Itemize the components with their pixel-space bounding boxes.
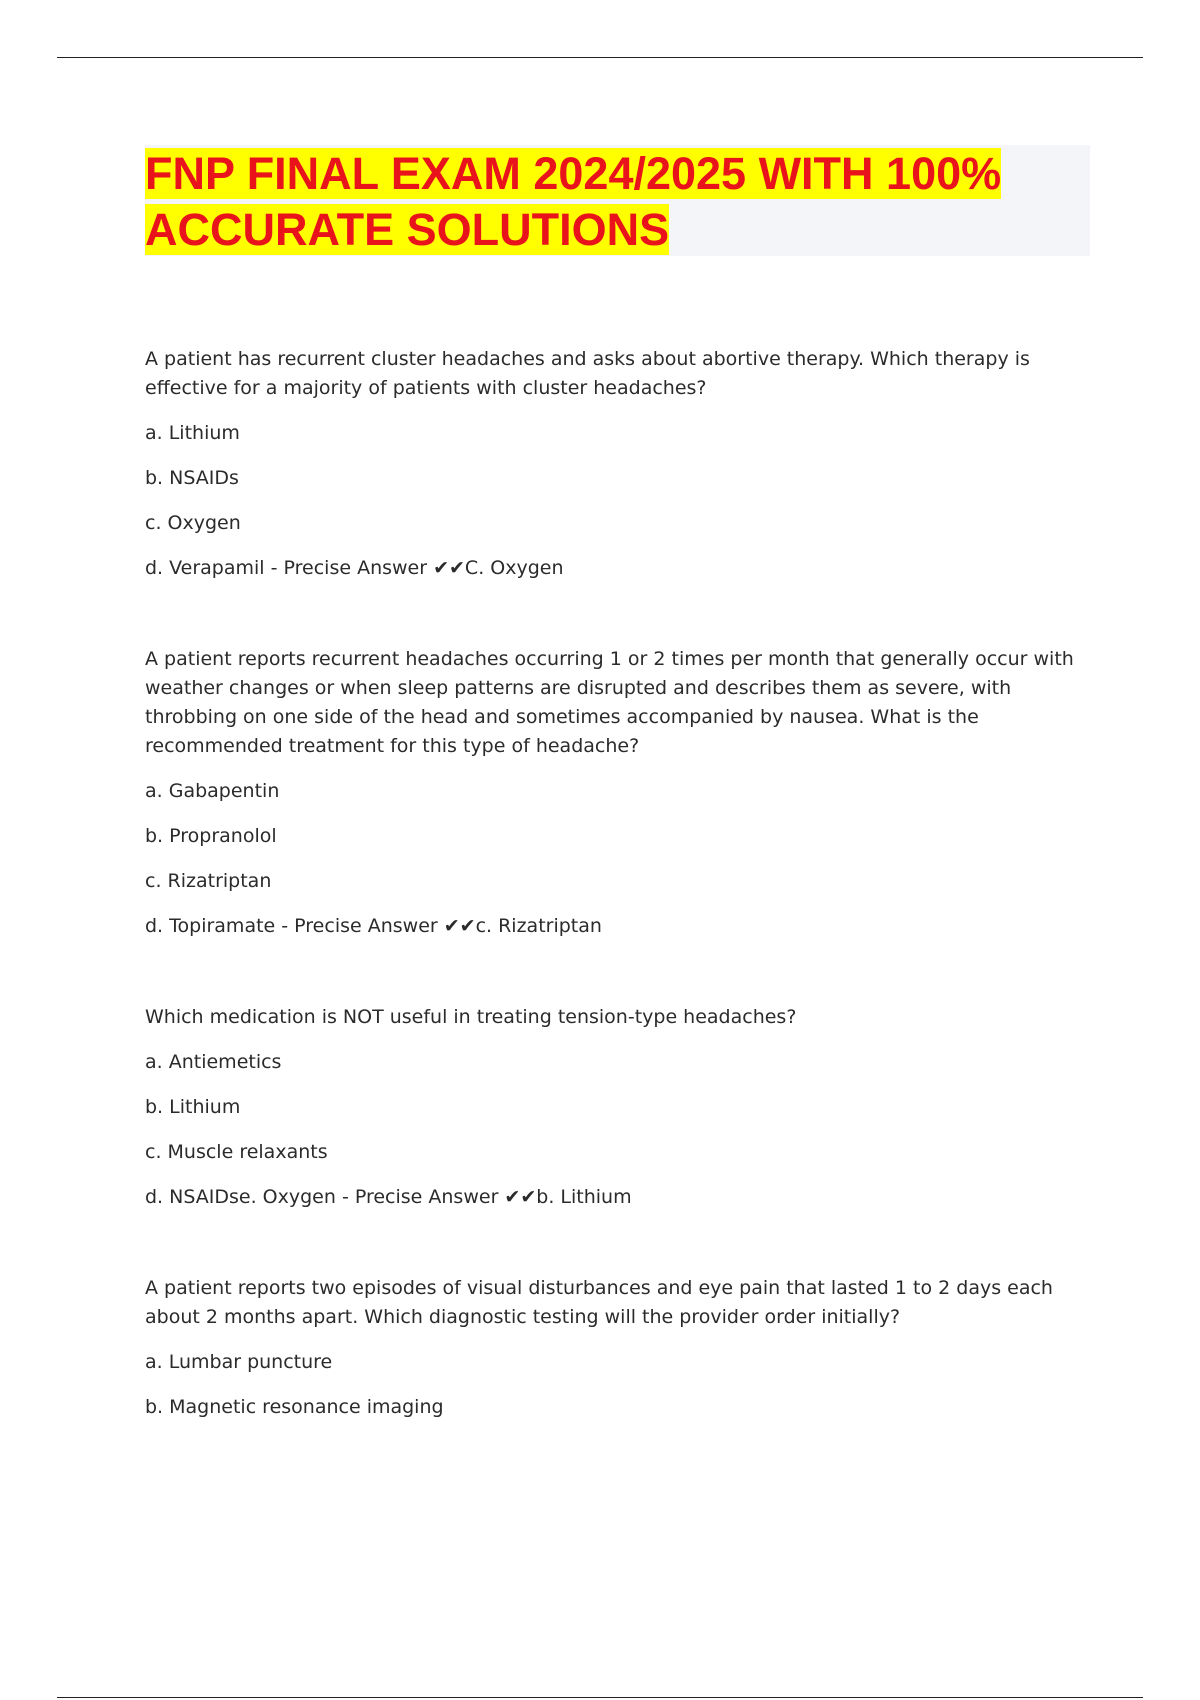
answer-option: b. Magnetic resonance imaging: [145, 1396, 444, 1418]
question-text: A patient has recurrent cluster headaches and asks about abortive therapy. Which therapy is effective for a majority of patients with cluster headaches?: [145, 348, 1030, 399]
question-block: [145, 645, 1090, 941]
answer-option: b. Lithium: [145, 1096, 241, 1118]
question-block: [145, 1003, 1090, 1212]
question-list: [145, 345, 1090, 1482]
answer-option: b. Propranolol: [145, 825, 277, 847]
footer-rule: [57, 1697, 1143, 1698]
question-text: A patient reports recurrent headaches occurring 1 or 2 times per month that generally occur with weather changes or when sleep patterns are disrupted and describes them as severe, with throbbing on one side of the head and sometimes accompanied by nausea. What is the recommended treatment for this type of headache?: [145, 648, 1074, 757]
answer-option: d. Topiramate - Precise Answer ✔✔c. Rizatriptan: [145, 915, 602, 937]
document-title: [145, 146, 1090, 258]
answer-option: c. Muscle relaxants: [145, 1141, 328, 1163]
answer-option: a. Lumbar puncture: [145, 1351, 333, 1373]
answer-option: d. NSAIDse. Oxygen - Precise Answer ✔✔b. Lithium: [145, 1186, 632, 1208]
answer-option: a. Gabapentin: [145, 780, 280, 802]
question-block: [145, 345, 1090, 583]
question-text: A patient reports two episodes of visual disturbances and eye pain that lasted 1 to 2 days each about 2 months apart. Which diagnostic testing will the provider order initially?: [145, 1277, 1053, 1328]
answer-option: c. Rizatriptan: [145, 870, 272, 892]
question-text: Which medication is NOT useful in treating tension-type headaches?: [145, 1006, 797, 1028]
answer-option: a. Antiemetics: [145, 1051, 282, 1073]
answer-option: a. Lithium: [145, 422, 240, 444]
answer-option: b. NSAIDs: [145, 467, 239, 489]
document-title-text: FNP FINAL EXAM 2024/2025 WITH 100% ACCURATE SOLUTIONS: [145, 148, 1002, 255]
question-block: [145, 1274, 1090, 1422]
answer-option: d. Verapamil - Precise Answer ✔✔C. Oxygen: [145, 557, 564, 579]
header-rule: [57, 57, 1143, 58]
answer-option: c. Oxygen: [145, 512, 241, 534]
